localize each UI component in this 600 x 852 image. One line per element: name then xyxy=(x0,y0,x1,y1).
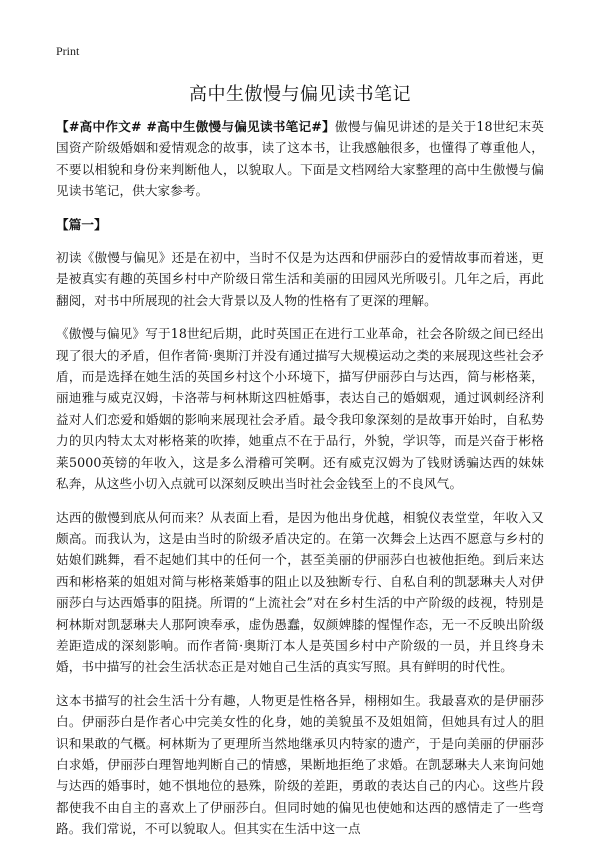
lead-text: 傲慢与偏见讲述的是关于18世纪末英国资产阶级婚姻和爱情观念的故事，读了这本书，让我感触很多，也懂得了尊重他人，不要以相貌和身份来判断他人，以貌取人。下面是文档网给大家整理的高中生傲慢与偏见读书笔记，供大家参考。 xyxy=(56,119,544,199)
print-link[interactable]: Print xyxy=(56,44,80,58)
lead-paragraph xyxy=(56,116,544,202)
body-paragraph-2: 《傲慢与偏见》写于18世纪后期，此时英国正在进行工业革命，社会各阶级之间已经出现了很大的矛盾，但作者简·奥斯汀并没有通过描写大规模运动之类的来展现这些社会矛盾，而是选择在她生活的英国乡村这个小环境下，描写伊丽莎白与达西，简与彬格莱，丽迪雅与威克汉姆，卡洛蒂与柯林斯这四桩婚事，表达自己的婚姻观，通过讽刺经济利益对人们恋爱和婚姻的影响来展现社会矛盾。最令我印象深刻的是故事开始时，自私势力的贝内特太太对彬格莱的吹捧，她重点不在于品行，外貌，学识等，而是兴奋于彬格莱5000英镑的年收入，这是多么滑稽可笑啊。还有威克汉姆为了钱财诱骗达西的妹妹私奔，从这些小切入点就可以深刻反映出当时社会金钱至上的不良风气。 xyxy=(56,326,544,492)
section-heading: 【篇一】 xyxy=(56,216,107,232)
lead-tags: 【#高中作文# #高中生傲慢与偏见读书笔记#】 xyxy=(56,119,336,134)
body-paragraph-3: 达西的傲慢到底从何而来？从表面上看，是因为他出身优越，相貌仪表堂堂，年收入又颇高。而我认为，这是由当时的阶级矛盾决定的。在第一次舞会上达西不愿意与乡村的姑娘们跳舞，看不起她们其中的任何一个，甚至美丽的伊丽莎白也被他拒绝。到后来达西和彬格莱的姐姐对简与彬格莱婚事的阻止以及独断专行、自私自利的凯瑟琳夫人对伊丽莎白与达西婚事的阻挠。所谓的“上流社会”对在乡村生活的中产阶级的歧视，特别是柯林斯对凯瑟琳夫人那阿谀奉承，虚伪愚蠢，奴颜婢膝的惺惺作态，无一不反映出阶级差距造成的深刻影响。而作者简·奥斯汀本人是英国乡村中产阶级的一员，并且终身未婚，书中描写的社会生活状态正是对她自己生活的真实写照。具有鲜明的时代性。 xyxy=(56,509,544,675)
body-paragraph-4: 这本书描写的社会生活十分有趣，人物更是性格各异，栩栩如生。我最喜欢的是伊丽莎白。伊丽莎白是作者心中完美女性的化身，她的美貌虽不及姐姐简，但她具有过人的胆识和果敢的气概。柯林斯为了更理所当然地继承贝内特家的遗产，于是向美丽的伊丽莎白求婚，伊丽莎白理智地判断自己的情感，果断地拒绝了求婚。在凯瑟琳夫人来询问她与达西的婚事时，她不惧地位的悬殊，阶级的差距，勇敢的表达自己的内心。这些片段都使我不由自主的喜欢上了伊丽莎白。但同时她的偏见也使她和达西的感情走了一些弯路。我们常说，不可以貌取人。但其实在生活中这一点 xyxy=(56,692,544,837)
page-title: 高中生傲慢与偏见读书笔记 xyxy=(189,84,411,105)
article-body xyxy=(56,116,544,852)
body-paragraph-1: 初读《傲慢与偏见》还是在初中，当时不仅是为达西和伊丽莎白的爱情故事而着迷，更是被真实有趣的英国乡村中产阶级日常生活和美丽的田园风光所吸引。几年之后，再此翻阅，对书中所展现的社会大背景以及人物的性格有了更深的理解。 xyxy=(56,250,544,308)
